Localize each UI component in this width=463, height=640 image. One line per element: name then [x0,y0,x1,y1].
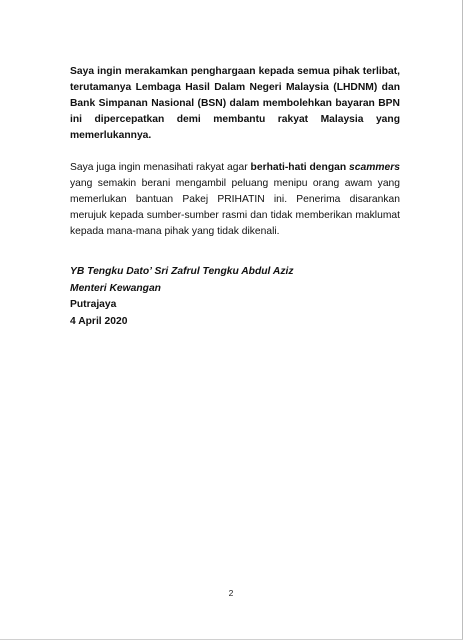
advice-bold-text: berhati-hati dengan [250,162,347,173]
signature-date: 4 April 2020 [70,315,128,327]
paragraph-acknowledgement: Saya ingin merakamkan penghargaan kepada semua pihak terlibat, terutamanya Lembaga Hasil Dalam Negeri Malaysia (LHDNM) dan Bank Simpanan Nasional (BSN) dalam membolehkan bayaran BPN ini dipercepatkan demi membantu rakyat Malaysia yang memerlukannya. [70,66,400,141]
advice-text-end: yang semakin berani mengambil peluang menipu orang awam yang memerlukan bantuan Pakej PRIHATIN ini. Penerima disarankan merujuk kepada sumber-sumber rasmi dan tidak memberikan maklumat kepada mana-mana pihak yang tidak dikenali. [70,178,400,237]
signatory-name: YB Tengku Dato’ Sri Zafrul Tengku Abdul Aziz [70,266,294,277]
page-number: 2 [228,588,234,598]
signature-place: Putrajaya [70,299,117,310]
signature-block [70,264,400,330]
advice-text-start: Saya juga ingin menasihati rakyat agar [70,162,251,173]
signatory-title: Menteri Kewangan [70,282,161,294]
advice-scammers-text: scammers [349,162,400,173]
document-body [70,64,400,330]
paragraph-advice [70,160,400,240]
